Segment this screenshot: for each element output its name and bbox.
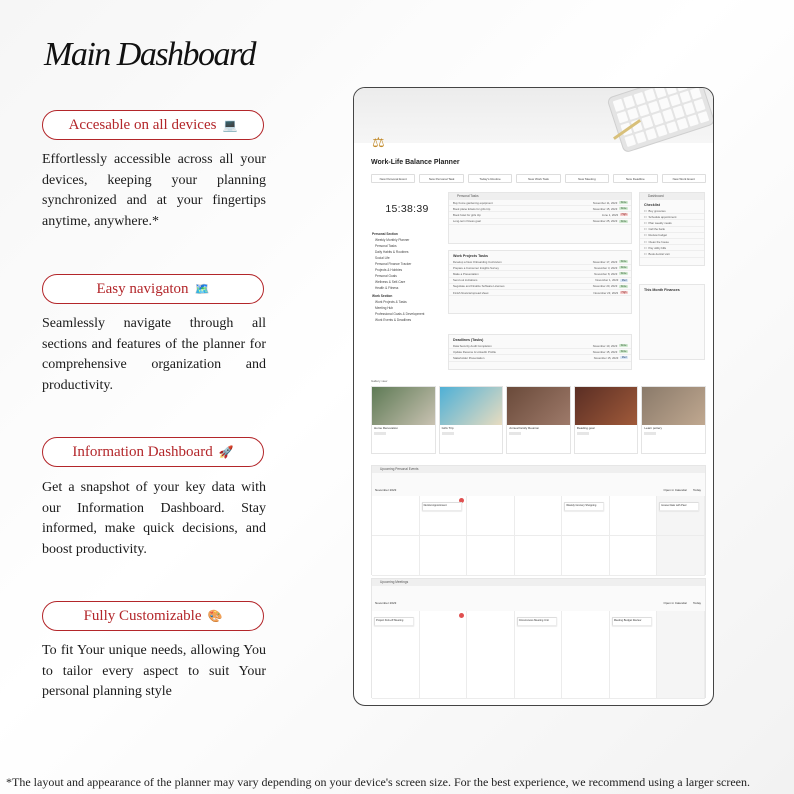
task-text: Book hotel for girls trip [453, 212, 481, 217]
status-badge: Done [620, 201, 627, 205]
device-screenshot [353, 87, 714, 706]
status-badge: Done [620, 219, 627, 223]
deadlines-panel [448, 334, 632, 370]
task-date: November 3, 2023 [594, 265, 618, 270]
gallery-card[interactable] [641, 386, 706, 454]
task-text: Data Security Audit Completion [453, 343, 492, 348]
task-text: Send out invitations [453, 278, 478, 283]
calendar-month: November 2023 [375, 488, 397, 492]
task-date: November 23, 2023 [593, 290, 619, 295]
today-button[interactable]: Today [692, 488, 701, 492]
meetings-calendar [371, 578, 706, 698]
calendar-event[interactable]: Project Kick-off Meeting [374, 617, 414, 626]
task-date: November 11, 2023 [592, 200, 618, 205]
new-personal-task-button[interactable]: New Personal Task [419, 174, 463, 183]
task-date: November 17, 2023 [592, 259, 618, 264]
task-text: Prepare a Consumer Insights Survey [453, 265, 499, 270]
feature-description: Effortlessly accessible across all your devices, keeping your planning synchronized and at your fingertips anytime, anywhere.* [42, 152, 266, 229]
open-in-calendar-button[interactable]: Open in Calendar [663, 601, 687, 605]
status-badge: Done [620, 260, 627, 264]
footnote: *The layout and appearance of the planner may vary depending on your device's screen size. For the best experience, we recommend using a larger screen. [6, 775, 750, 789]
nav-item[interactable]: Personal Goals [375, 274, 397, 278]
task-date: November 15, 2023 [592, 206, 618, 211]
task-date: November 20, 2023 [592, 284, 618, 289]
task-row[interactable] [449, 355, 631, 361]
task-text: Stakeholder Presentation [453, 355, 485, 360]
gallery-image [507, 387, 570, 425]
calendar-event[interactable]: Weekly Grocery Shopping [564, 502, 604, 511]
feature-description: To fit Your unique needs, allowing You to tailor every aspect to suit Your personal planning style [42, 643, 266, 699]
new-work-event-button[interactable]: New Work Event [662, 174, 706, 183]
personal-tasks-panel [448, 192, 632, 244]
new-work-task-button[interactable]: New Work Task [516, 174, 560, 183]
nav-heading: Personal Section [372, 232, 398, 236]
panel-title: Work Projects Tasks [453, 254, 489, 258]
quick-action-buttons [371, 174, 706, 183]
feature-label: Information Dashboard [72, 443, 213, 460]
page-title: Main Dashboard [44, 36, 256, 73]
task-text: Finish financial spread sheet [453, 290, 489, 295]
notebook-title: Work-Life Balance Planner [371, 159, 460, 166]
feature-pill-customizable [42, 601, 264, 631]
nav-item[interactable]: Wellness & Self-Care [375, 280, 406, 284]
task-text: Buy home gardening equipment [453, 200, 493, 205]
gallery-caption: Girls Trip [441, 426, 454, 430]
nav-item[interactable]: Daily Habits & Routines [375, 250, 409, 254]
gallery-label: Gallery view [371, 379, 388, 383]
gallery-view [371, 386, 706, 454]
checkbox-icon[interactable]: ☐ [644, 208, 647, 213]
checklist-title: Checklist [644, 203, 660, 207]
laptop-icon: 💻 [222, 118, 238, 132]
checkbox-icon[interactable]: ☐ [644, 233, 647, 238]
calendar-grid [372, 496, 705, 576]
sidebar-nav [372, 228, 440, 322]
task-text: Book plane tickets for girls trip [453, 206, 491, 211]
panel-header: Personal Tasks [449, 193, 631, 200]
feature-pill-navigation [42, 274, 264, 304]
gallery-caption: Reading goal [576, 426, 595, 430]
task-date: June 1, 2023 [601, 212, 619, 217]
task-row[interactable] [449, 290, 631, 296]
calendar-event[interactable]: Occurrences Meeting Unit [517, 617, 557, 626]
status-badge: Done [620, 284, 627, 288]
task-text: Long-term fitness goal [453, 219, 481, 224]
gallery-card[interactable] [506, 386, 571, 454]
cover-image [354, 88, 713, 143]
task-date: November 25, 2023 [592, 219, 618, 224]
calendar-event[interactable]: Dentist Appointment [422, 502, 462, 511]
todays-routine-button[interactable]: Today's Routine [468, 174, 512, 183]
nav-item[interactable]: Social Life [375, 256, 390, 260]
gallery-card[interactable] [371, 386, 436, 454]
calendar-month: November 2023 [375, 601, 397, 605]
work-tasks-panel [448, 250, 632, 314]
finance-panel [639, 284, 705, 360]
gallery-caption: Learn pottery [644, 426, 663, 430]
gallery-card[interactable] [574, 386, 639, 454]
task-text: Develop a New Onboarding Curriculum [453, 259, 502, 264]
panel-header: Dashboard [640, 193, 704, 200]
nav-item[interactable]: Meeting Hub [375, 306, 394, 310]
open-in-calendar-button[interactable]: Open in Calendar [663, 488, 687, 492]
nav-item[interactable]: Personal Tasks [375, 244, 397, 248]
checkbox-icon[interactable]: ☐ [644, 220, 647, 225]
feature-label: Accesable on all devices [68, 116, 217, 133]
calendar-grid [372, 611, 705, 699]
checklist-item[interactable] [640, 251, 704, 257]
checkbox-icon[interactable]: ☐ [644, 239, 647, 244]
status-badge: Done [620, 207, 627, 211]
feature-description: Get a snapshot of your key data with our Information Dashboard. Stay informed, make quick decisions, and boost productivity. [42, 480, 266, 557]
nav-item[interactable]: Personal Finance Tracker [375, 262, 412, 266]
checkbox-icon[interactable]: ☐ [644, 245, 647, 250]
task-text: Make a Presentation [453, 271, 479, 276]
clock-widget: 15:38:39 [385, 203, 429, 215]
gallery-card[interactable] [439, 386, 504, 454]
checklist-text: Plan weekly meals [648, 220, 672, 225]
status-badge: Med [621, 356, 627, 360]
gallery-caption: Annual family Reunion [509, 426, 540, 430]
feature-pill-devices [42, 110, 264, 140]
gallery-image [372, 387, 435, 425]
gallery-image [575, 387, 638, 425]
checklist-text: Call the bank [648, 227, 665, 232]
checkbox-icon[interactable]: ☐ [644, 227, 647, 232]
palette-icon: 🎨 [207, 609, 223, 623]
feature-label: Easy navigaton [96, 280, 189, 297]
today-button[interactable]: Today [692, 601, 701, 605]
feature-pill-dashboard [42, 437, 264, 467]
nav-item[interactable]: Weekly Monthly Planner [375, 238, 410, 242]
status-badge: Done [620, 344, 627, 348]
calendar-event[interactable]: House Date with Paul [659, 502, 699, 511]
gallery-image [642, 387, 705, 425]
map-icon: 🗺️ [194, 282, 210, 296]
checkbox-icon[interactable]: ☐ [644, 214, 647, 219]
checklist-text: Schedule appointment [648, 214, 677, 219]
checkbox-icon[interactable]: ☐ [644, 251, 647, 256]
feature-description: Seamlessly navigate through all sections and features of the planner for comprehensive organization and productivity. [42, 316, 266, 393]
dashboard-panel [639, 192, 705, 266]
task-text: Negotiate and Finalize Software Licenses [453, 284, 505, 289]
task-date: November 1, 2023 [595, 278, 619, 283]
status-badge: Done [620, 350, 627, 354]
calendar-event[interactable]: Meeting Budget Review [612, 617, 652, 626]
nav-item[interactable]: Work Events & Deadlines [375, 318, 412, 322]
task-date: November 15, 2023 [593, 355, 619, 360]
calendar-header: Upcoming Personal Events [372, 466, 705, 473]
keyboard-image [606, 87, 714, 153]
checklist-text: Book dentist visit [648, 251, 670, 256]
task-row[interactable] [449, 219, 631, 225]
calendar-header: Upcoming Meetings [372, 579, 705, 586]
new-meeting-button[interactable]: New Meeting [565, 174, 609, 183]
checklist-text: Clean the house [648, 239, 669, 244]
nav-item[interactable]: Projects & Hobbies [375, 268, 403, 272]
checklist-text: Review budget [648, 233, 668, 238]
nav-item[interactable]: Work Projects & Tasks [375, 300, 407, 304]
scale-icon: ⚖ [372, 135, 385, 151]
gallery-caption: Home Renovation [374, 426, 399, 430]
task-date: November 15, 2023 [592, 349, 618, 354]
task-text: Update Resume & LinkedIn Profile [453, 349, 496, 354]
panel-title: Deadlines (Tasks) [453, 338, 484, 342]
task-date: November 10, 2023 [592, 343, 618, 348]
personal-events-calendar [371, 465, 706, 575]
finance-title: This Month Finances [644, 288, 680, 292]
feature-label: Fully Customizable [83, 607, 202, 624]
status-badge: High [621, 213, 627, 217]
nav-item[interactable]: Professional Goals & Development [375, 312, 425, 316]
nav-heading: Work Section [372, 294, 393, 298]
checklist-text: Pay utility bills [648, 245, 667, 250]
task-date: November 8, 2023 [594, 271, 618, 276]
status-badge: Done [620, 272, 627, 276]
new-personal-event-button[interactable]: New Personal Event [371, 174, 415, 183]
gallery-image [440, 387, 503, 425]
checklist-text: Buy groceries [648, 208, 666, 213]
new-deadline-button[interactable]: New Deadline [613, 174, 657, 183]
status-badge: High [621, 291, 627, 295]
status-badge: Med [621, 278, 627, 282]
rocket-icon: 🚀 [218, 445, 234, 459]
status-badge: Done [620, 266, 627, 270]
nav-item[interactable]: Health & Fitness [375, 286, 399, 290]
